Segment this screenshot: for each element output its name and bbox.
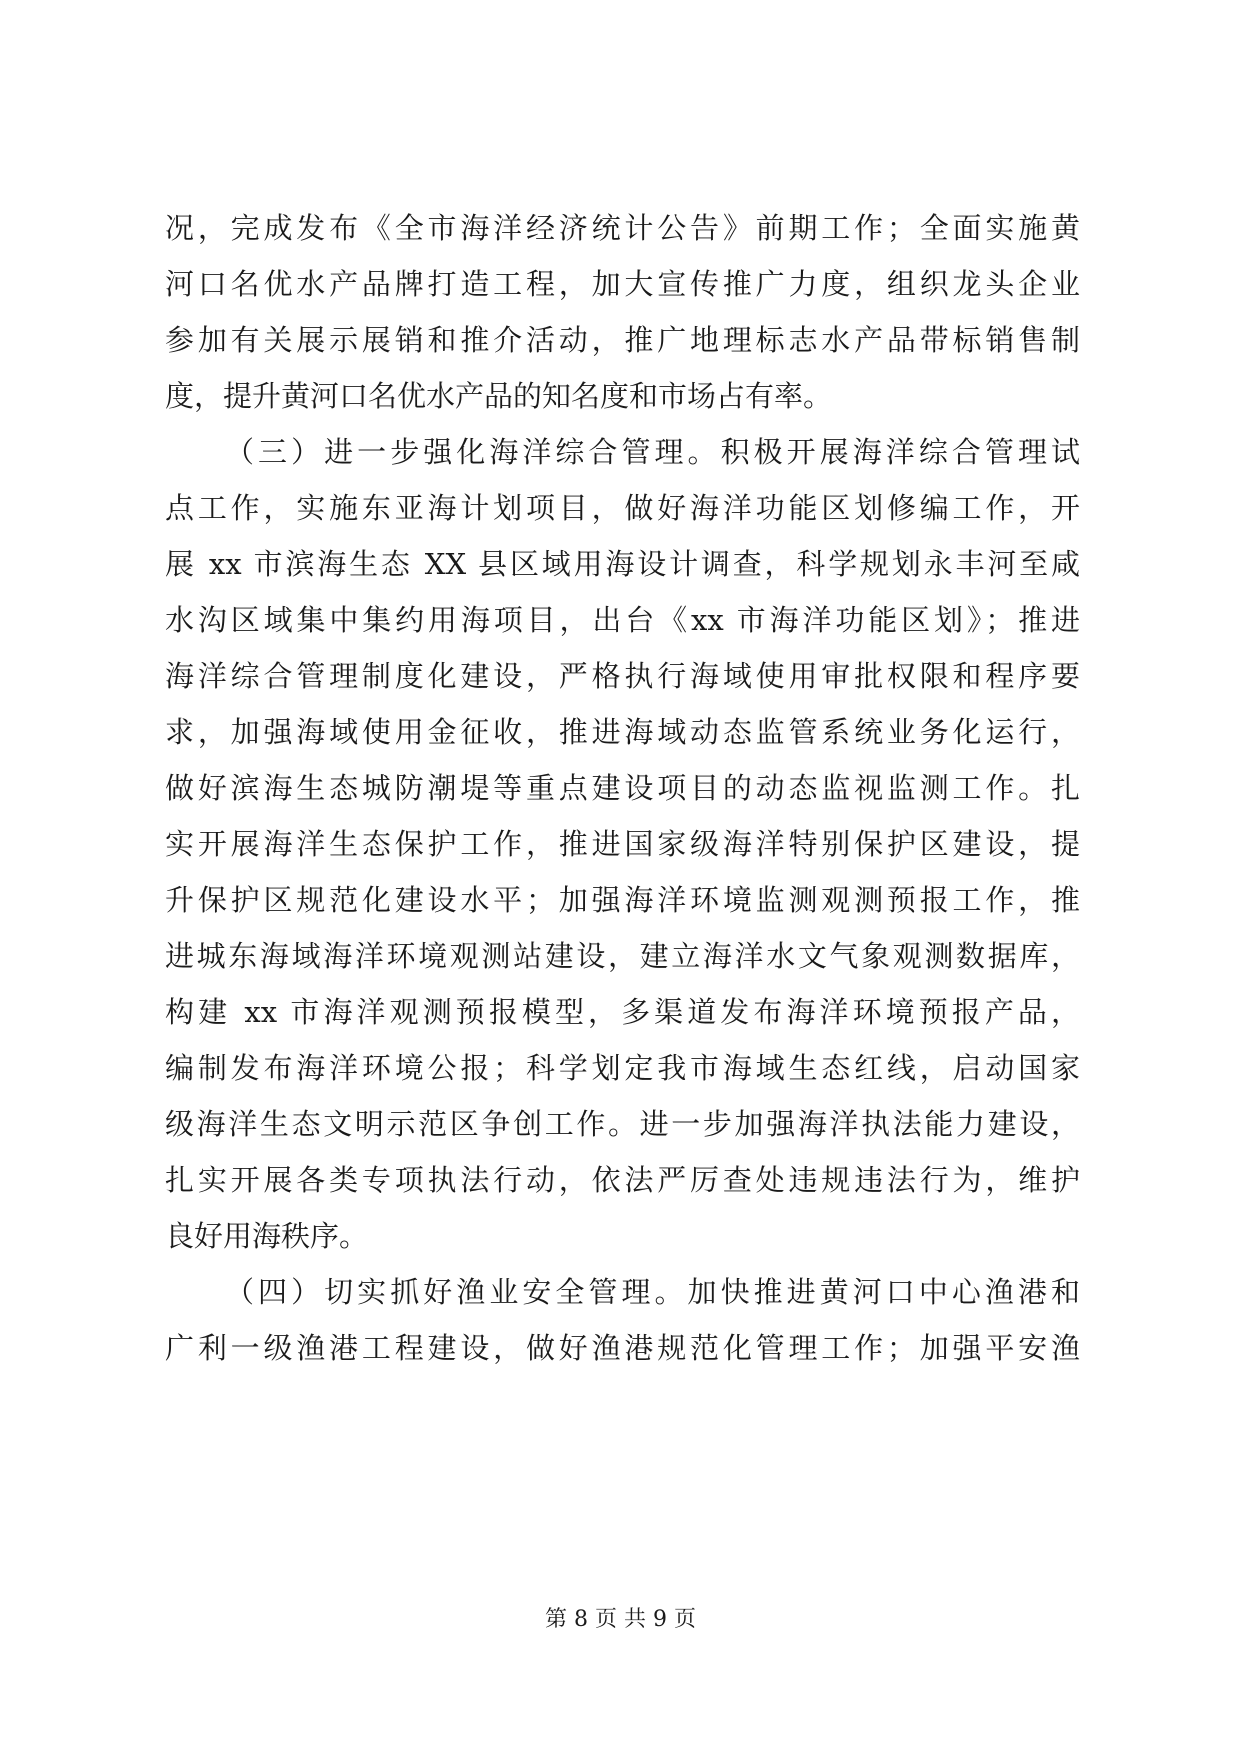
paragraph-2-line-10: 进城东海域海洋环境观测站建设，建立海洋水文气象观测数据库，: [165, 939, 1080, 973]
paragraph-2-line-3: 展 xx 市滨海生态 XX 县区域用海设计调查，科学规划永丰河至咸: [165, 547, 1080, 581]
paragraph-2-line-1: （三）进一步强化海洋综合管理。积极开展海洋综合管理试: [225, 435, 1080, 469]
paragraph-2-line-6: 求，加强海域使用金征收，推进海域动态监管系统业务化运行，: [165, 715, 1080, 749]
paragraph-1-line-1: 况，完成发布《全市海洋经济统计公告》前期工作；全面实施黄: [165, 211, 1080, 245]
page-number-footer: 第 8 页 共 9 页: [545, 1607, 696, 1632]
paragraph-2-line-8: 实开展海洋生态保护工作，推进国家级海洋特别保护区建设，提: [165, 827, 1080, 861]
paragraph-2-line-9: 升保护区规范化建设水平；加强海洋环境监测观测预报工作，推: [165, 883, 1080, 917]
paragraph-2-line-13: 级海洋生态文明示范区争创工作。进一步加强海洋执法能力建设，: [165, 1107, 1080, 1141]
paragraph-3-line-2: 广利一级渔港工程建设，做好渔港规范化管理工作；加强平安渔: [165, 1331, 1080, 1365]
paragraph-2-line-14: 扎实开展各类专项执法行动，依法严厉查处违规违法行为，维护: [165, 1163, 1080, 1197]
paragraph-2-line-11: 构建 xx 市海洋观测预报模型，多渠道发布海洋环境预报产品，: [165, 995, 1080, 1029]
paragraph-2-line-15: 良好用海秩序。: [165, 1219, 369, 1253]
paragraph-1-line-3: 参加有关展示展销和推介活动，推广地理标志水产品带标销售制: [165, 323, 1080, 357]
paragraph-2-line-12: 编制发布海洋环境公报；科学划定我市海域生态红线，启动国家: [165, 1051, 1080, 1085]
paragraph-2-line-7: 做好滨海生态城防潮堤等重点建设项目的动态监视监测工作。扎: [165, 771, 1080, 805]
paragraph-1-line-4: 度，提升黄河口名优水产品的知名度和市场占有率。: [165, 379, 833, 413]
paragraph-1-line-2: 河口名优水产品牌打造工程，加大宣传推广力度，组织龙头企业: [165, 267, 1080, 301]
paragraph-2-line-2: 点工作，实施东亚海计划项目，做好海洋功能区划修编工作，开: [165, 491, 1080, 525]
paragraph-3-line-1: （四）切实抓好渔业安全管理。加快推进黄河口中心渔港和: [225, 1275, 1080, 1309]
paragraph-2-line-5: 海洋综合管理制度化建设，严格执行海域使用审批权限和程序要: [165, 659, 1080, 693]
paragraph-2-line-4: 水沟区域集中集约用海项目，出台《xx 市海洋功能区划》；推进: [165, 603, 1080, 637]
